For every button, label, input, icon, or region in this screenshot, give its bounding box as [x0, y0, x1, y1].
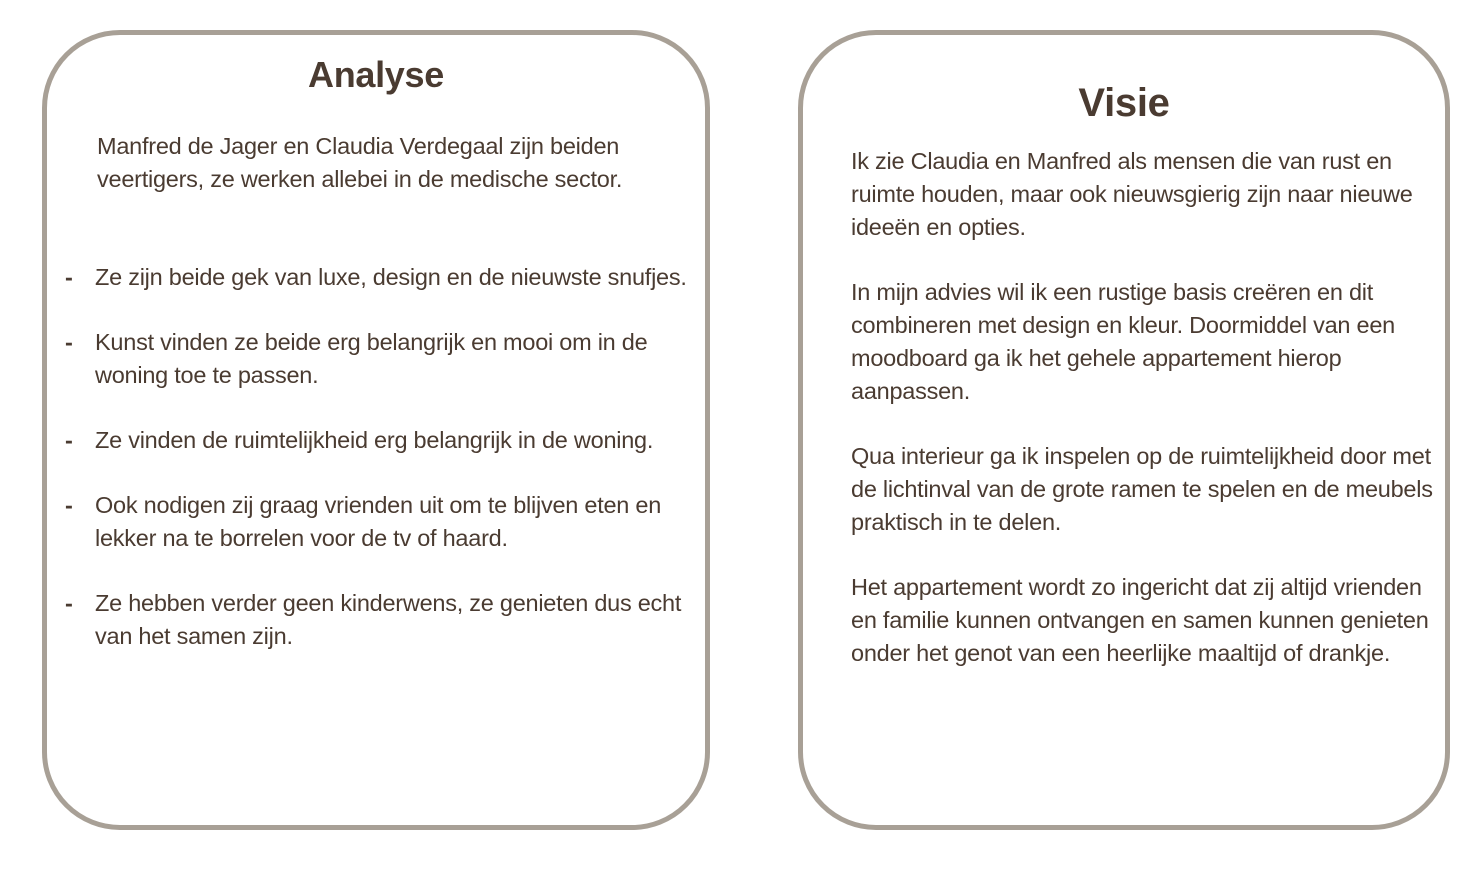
bullet-text: Ze vinden de ruimtelijkheid erg belangrijk in de woning.: [95, 427, 654, 453]
bullet-text: Ze hebben verder geen kinderwens, ze genieten dus echt van het samen zijn.: [95, 590, 682, 649]
bullet-text: Ook nodigen zij graag vrienden uit om te blijven eten en lekker na te borrelen voor de tv of haard.: [95, 492, 662, 551]
visie-title: Visie: [1078, 81, 1170, 125]
visie-card: [798, 30, 1450, 830]
list-item: [65, 587, 697, 653]
analyse-intro: Manfred de Jager en Claudia Verdegaal zijn beiden veertigers, ze werken allebei in de medische sector.: [97, 133, 623, 192]
bullet-dash: -: [65, 264, 73, 290]
bullet-text: Kunst vinden ze beide erg belangrijk en mooi om in de woning toe te passen.: [95, 329, 648, 388]
list-item: [65, 489, 697, 555]
list-item: [65, 261, 697, 294]
visie-paragraph: In mijn advies wil ik een rustige basis creëren en dit combineren met design en kleur. Doormiddel van een moodboard ga ik het gehele appartement hierop aanpassen.: [851, 279, 1395, 404]
visie-paragraph: Qua interieur ga ik inspelen op de ruimtelijkheid door met de lichtinval van de grote ramen te spelen en de meubels praktisch in te delen.: [851, 443, 1433, 535]
bullet-dash: -: [65, 329, 73, 355]
analyse-card: [42, 30, 710, 830]
analyse-title: Analyse: [308, 54, 444, 95]
bullet-dash: -: [65, 590, 73, 616]
list-item: [65, 424, 697, 457]
bullet-text: Ze zijn beide gek van luxe, design en de nieuwste snufjes.: [95, 264, 687, 290]
list-item: [65, 326, 697, 392]
visie-paragraph: Ik zie Claudia en Manfred als mensen die van rust en ruimte houden, maar ook nieuwsgierig zijn naar nieuwe ideeën en opties.: [851, 148, 1413, 240]
analyse-bullet-list: [65, 261, 697, 685]
visie-paragraph: Het appartement wordt zo ingericht dat zij altijd vrienden en familie kunnen ontvangen en samen kunnen genieten onder het genot van een heerlijke maaltijd of drankje.: [851, 574, 1429, 666]
bullet-dash: -: [65, 492, 73, 518]
bullet-dash: -: [65, 427, 73, 453]
visie-body: [851, 145, 1441, 702]
